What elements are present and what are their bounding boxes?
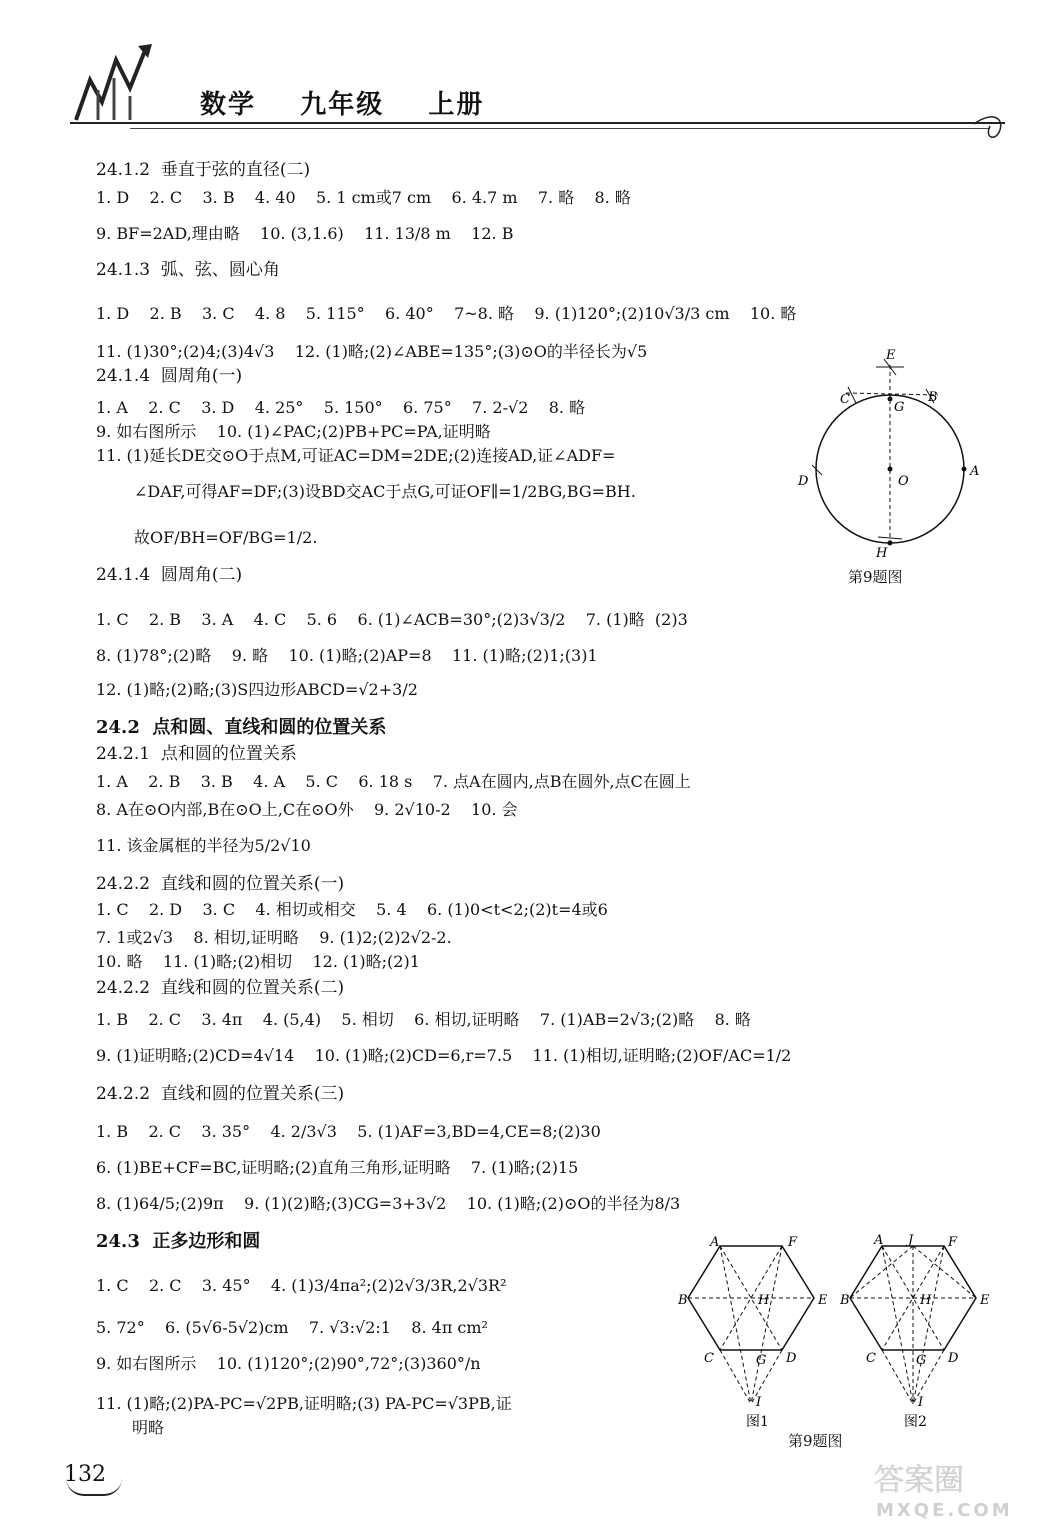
- point-label-g: G: [894, 400, 905, 415]
- answer-line: 9. BF=2AD,理由略 10. (3,1.6) 11. 13/8 m 12. B: [96, 224, 514, 243]
- watermark-logo-icon: [868, 1452, 1028, 1522]
- point-label-h: H: [758, 1293, 770, 1308]
- subfigure-label: 图2: [904, 1414, 927, 1430]
- header-logo-icon: [68, 40, 188, 130]
- answer-line: 9. (1)证明略;(2)CD=4√14 10. (1)略;(2)CD=6,r=7.5 11. (1)相切,证明略;(2)OF/AC=1/2: [96, 1046, 792, 1065]
- section-title: 24.1.4 圆周角(一): [96, 366, 243, 386]
- section-title: 24.2.2 直线和圆的位置关系(二): [96, 978, 345, 998]
- hexagon-figure-2: [836, 1234, 996, 1434]
- hexagon-figure-1: [678, 1234, 830, 1434]
- point-label-a: A: [970, 464, 980, 479]
- point-label-e: E: [818, 1293, 828, 1308]
- section-title: 24.3 正多边形和圆: [96, 1231, 261, 1252]
- point-label-i: I: [756, 1395, 762, 1410]
- section-title: 24.2.2 直线和圆的位置关系(三): [96, 1084, 345, 1104]
- answer-line: 1. B 2. C 3. 4π 4. (5,4) 5. 相切 6. 相切,证明略 7. (1)AB=2√3;(2)略 8. 略: [96, 1010, 751, 1029]
- answer-line: 5. 72° 6. (5√6-5√2)cm 7. √3:√2:1 8. 4π cm²: [96, 1318, 488, 1337]
- point-label-f: F: [948, 1235, 958, 1250]
- section-title: 24.2.2 直线和圆的位置关系(一): [96, 874, 345, 894]
- answer-line: 1. B 2. C 3. 35° 4. 2/3√3 5. (1)AF=3,BD=4,CE=8;(2)30: [96, 1122, 601, 1141]
- answer-line: 9. 如右图所示 10. (1)∠PAC;(2)PB+PC=PA,证明略: [96, 422, 491, 441]
- answer-line: 8. (1)78°;(2)略 9. 略 10. (1)略;(2)AP=8 11. (1)略;(2)1;(3)1: [96, 646, 598, 665]
- section-title: 24.1.4 圆周角(二): [96, 565, 243, 585]
- answer-line: 1. D 2. B 3. C 4. 8 5. 115° 6. 40° 7~8. 略 9. (1)120°;(2)10√3/3 cm 10. 略: [96, 304, 797, 323]
- answer-line: 11. (1)略;(2)PA-PC=√2PB,证明略;(3) PA-PC=√3PB,证: [96, 1394, 512, 1413]
- point-label-d: D: [786, 1351, 797, 1366]
- figure-caption: 第9题图: [788, 1432, 843, 1450]
- point-label-j: J: [908, 1234, 914, 1248]
- section-title: 24.1.2 垂直于弦的直径(二): [96, 160, 311, 180]
- answer-line: 1. A 2. B 3. B 4. A 5. C 6. 18 s 7. 点A在圆内,点B在圆外,点C在圆上: [96, 772, 691, 791]
- point-label-e: E: [886, 348, 896, 363]
- answer-line: 8. (1)64/5;(2)9π 9. (1)(2)略;(3)CG=3+3√2 10. (1)略;(2)⊙O的半径为8/3: [96, 1194, 681, 1213]
- point-label-a: A: [874, 1234, 884, 1248]
- answer-line: ∠DAF,可得AF=DF;(3)设BD交AC于点G,可证OF∥=1/2BG,BG=BH.: [134, 482, 636, 501]
- answer-line: 12. (1)略;(2)略;(3)S四边形ABCD=√2+3/2: [96, 680, 418, 699]
- section-title: 24.2.1 点和圆的位置关系: [96, 744, 297, 764]
- header-swirl-icon: [970, 108, 1010, 150]
- page-number: 132: [64, 1462, 106, 1487]
- page-title: 数学 九年级 上册: [200, 90, 485, 120]
- point-label-h: H: [876, 546, 888, 561]
- point-label-d: D: [948, 1351, 959, 1366]
- answer-line: 8. A在⊙O内部,B在⊙O上,C在⊙O外 9. 2√10-2 10. 会: [96, 800, 518, 819]
- point-label-a: A: [710, 1235, 720, 1250]
- point-label-c: C: [840, 392, 850, 407]
- answer-line: 1. D 2. C 3. B 4. 40 5. 1 cm或7 cm 6. 4.7 m 7. 略 8. 略: [96, 188, 631, 207]
- answer-line: 明略: [132, 1418, 165, 1437]
- section-title: 24.1.3 弧、弦、圆心角: [96, 260, 280, 280]
- point-label-h: H: [920, 1293, 932, 1308]
- answer-line: 7. 1或2√3 8. 相切,证明略 9. (1)2;(2)2√2-2.: [96, 928, 452, 947]
- svg-text:MXQE.COM: MXQE.COM: [876, 1500, 1013, 1521]
- answer-line: 1. C 2. D 3. C 4. 相切或相交 5. 4 6. (1)0<t<2;(2)t=4或6: [96, 900, 608, 919]
- answer-line: 11. (1)延长DE交⊙O于点M,可证AC=DM=2DE;(2)连接AD,证∠ADF=: [96, 446, 616, 465]
- point-label-f: F: [788, 1235, 798, 1250]
- point-label-c: C: [866, 1351, 876, 1366]
- point-label-o: O: [898, 474, 909, 489]
- answer-line: 11. 该金属框的半径为5/2√10: [96, 836, 311, 855]
- circle-figure: [790, 345, 990, 563]
- point-label-g: G: [756, 1353, 767, 1368]
- point-label-g: G: [916, 1353, 927, 1368]
- point-label-b: B: [678, 1293, 688, 1308]
- point-label-b: B: [840, 1293, 850, 1308]
- point-label-e: E: [980, 1293, 990, 1308]
- answer-line: 10. 略 11. (1)略;(2)相切 12. (1)略;(2)1: [96, 952, 420, 971]
- svg-text:答案圈: 答案圈: [874, 1463, 964, 1498]
- answer-line: 1. C 2. C 3. 45° 4. (1)3/4πa²;(2)2√3/3R,2√3R²: [96, 1276, 507, 1295]
- point-label-c: C: [704, 1351, 714, 1366]
- header-rule-secondary: [130, 128, 990, 129]
- point-label-d: D: [798, 474, 809, 489]
- subfigure-label: 图1: [746, 1414, 769, 1430]
- point-label-b: B: [928, 390, 938, 405]
- answer-line: 11. (1)30°;(2)4;(3)4√3 12. (1)略;(2)∠ABE=135°;(3)⊙O的半径长为√5: [96, 342, 648, 361]
- answer-line: 6. (1)BE+CF=BC,证明略;(2)直角三角形,证明略 7. (1)略;(2)15: [96, 1158, 579, 1177]
- header-rule: [70, 122, 1005, 124]
- answer-line: 1. A 2. C 3. D 4. 25° 5. 150° 6. 75° 7. 2-√2 8. 略: [96, 398, 586, 417]
- page-number-ornament: [66, 1478, 122, 1496]
- section-title: 24.2 点和圆、直线和圆的位置关系: [96, 717, 387, 738]
- point-label-i: I: [918, 1395, 924, 1410]
- answer-line: 9. 如右图所示 10. (1)120°;(2)90°,72°;(3)360°/n: [96, 1354, 481, 1373]
- answer-line: 1. C 2. B 3. A 4. C 5. 6 6. (1)∠ACB=30°;(2)3√3/2 7. (1)略 (2)3: [96, 610, 688, 629]
- answer-line: 故OF/BH=OF/BG=1/2.: [134, 528, 318, 547]
- figure-caption: 第9题图: [848, 568, 903, 586]
